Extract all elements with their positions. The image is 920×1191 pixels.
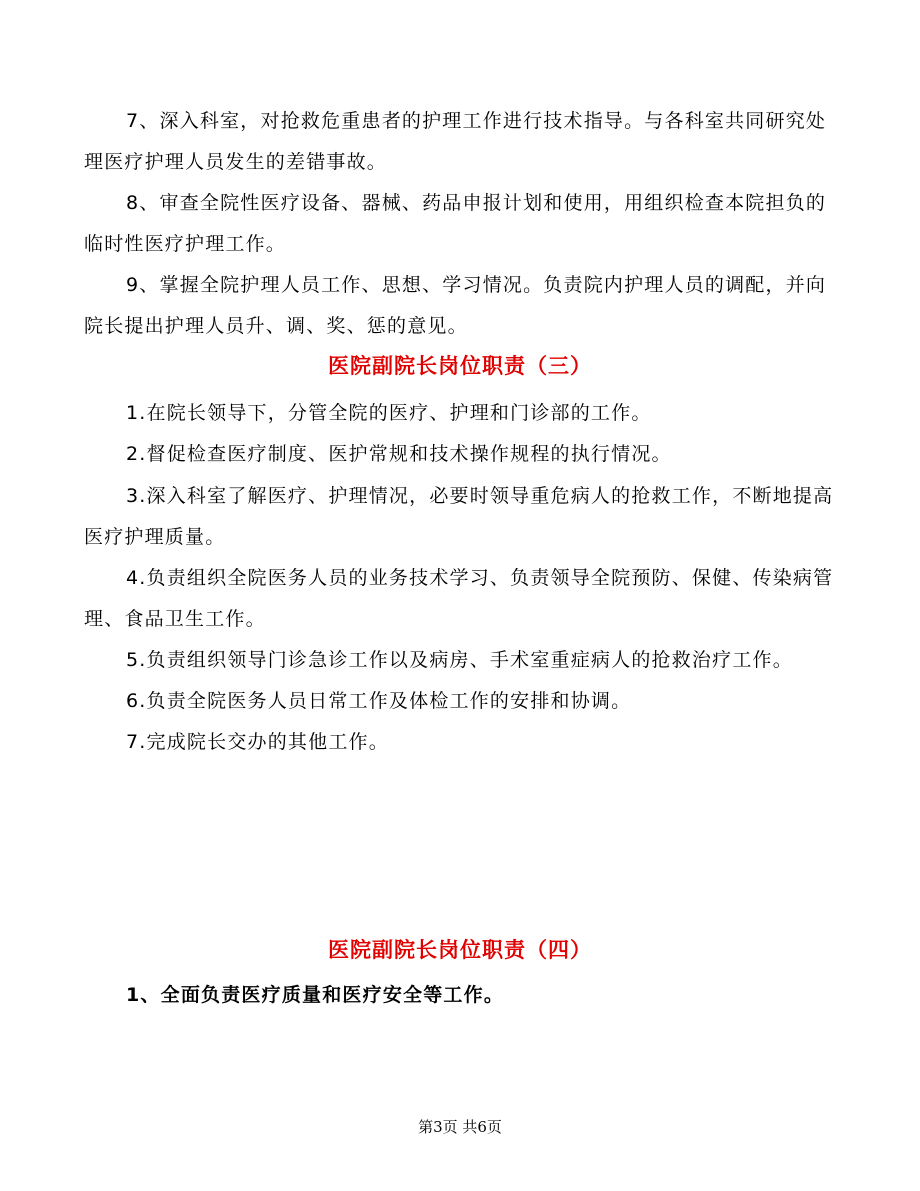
section3-item-6: 6.负责全院医务人员日常工作及体检工作的安排和协调。 — [126, 690, 632, 712]
section3-item-2: 2.督促检查医疗制度、医护常规和技术操作规程的执行情况。 — [126, 443, 672, 465]
section3-item-5: 5.负责组织领导门诊急诊工作以及病房、手术室重症病人的抢救治疗工作。 — [126, 649, 793, 671]
section2-item-9: 9、掌握全院护理人员工作、思想、学习情况。负责院内护理人员的调配，并向院长提出护理人员升、调、奖、惩的意见。 — [84, 274, 827, 337]
section3-item-3: 3.深入科室了解医疗、护理情况，必要时领导重危病人的抢救工作，不断地提高医疗护理质量。 — [84, 485, 834, 548]
section3-item-7: 7.完成院长交办的其他工作。 — [126, 731, 389, 753]
section2-item-7: 7、深入科室，对抢救危重患者的护理工作进行技术指导。与各科室共同研究处理医疗护理人员发生的差错事故。 — [84, 110, 827, 173]
section4-item-1: 1、全面负责医疗质量和医疗安全等工作。 — [126, 984, 505, 1006]
section4-title: 医院副院长岗位职责（四） — [328, 938, 592, 962]
section3-item-1: 1.在院长领导下，分管全院的医疗、护理和门诊部的工作。 — [126, 402, 652, 424]
page-number: 第3页 共6页 — [418, 1118, 502, 1136]
section3-title: 医院副院长岗位职责（三） — [328, 354, 592, 378]
section2-item-8: 8、审查全院性医疗设备、器械、药品申报计划和使用，用组织检查本院担负的临时性医疗护理工作。 — [84, 192, 827, 255]
section3-item-4: 4.负责组织全院医务人员的业务技术学习、负责领导全院预防、保健、传染病管理、食品卫生工作。 — [84, 567, 834, 630]
